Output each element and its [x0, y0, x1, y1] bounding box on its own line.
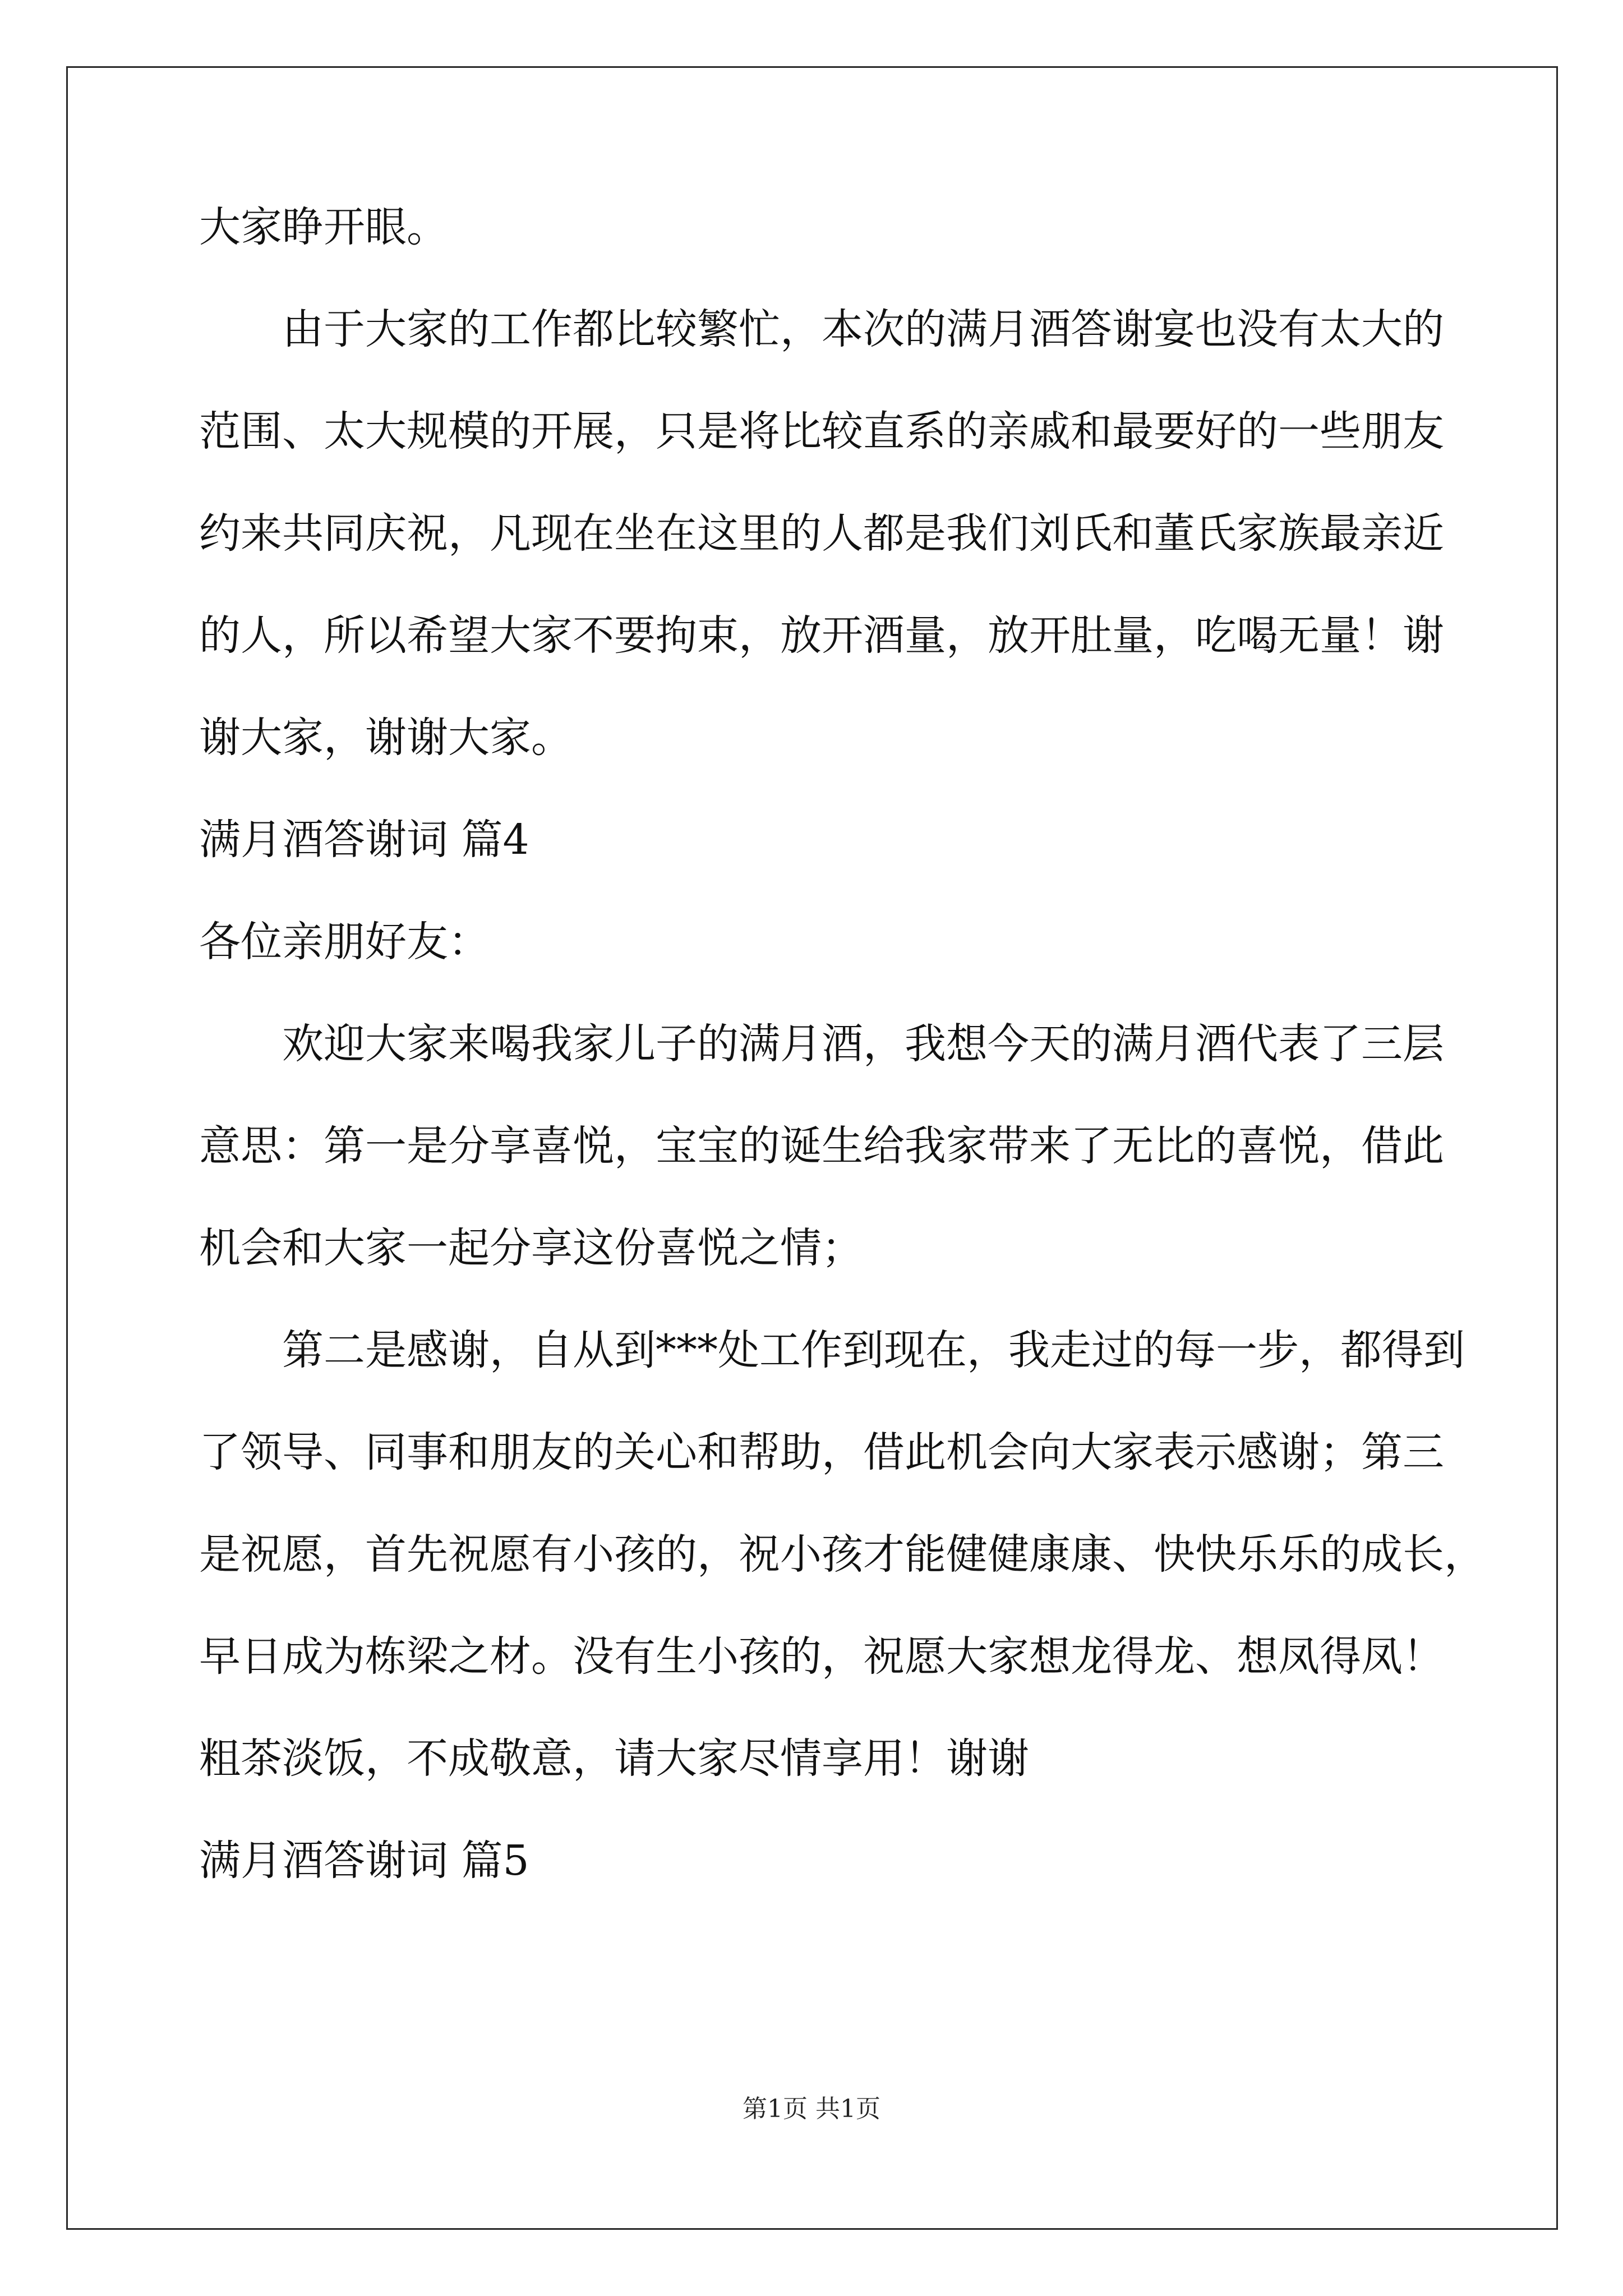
text-line: 粗茶淡饭，不成敬意，请大家尽情享用！谢谢 — [199, 1734, 1029, 1783]
text-line: 意思：第一是分享喜悦，宝宝的诞生给我家带来了无比的喜悦，借此 — [199, 1122, 1444, 1170]
text-line: 谢大家，谢谢大家。 — [199, 714, 573, 762]
text-line: 约来共同庆祝，凡现在坐在这里的人都是我们刘氏和董氏家族最亲近 — [199, 509, 1444, 558]
text-line: 早日成为栋梁之材。没有生小孩的，祝愿大家想龙得龙、想凤得凤！ — [199, 1632, 1444, 1681]
text-line: 了领导、同事和朋友的关心和帮助，借此机会向大家表示感谢；第三 — [199, 1428, 1444, 1476]
text-line: 范围、太大规模的开展，只是将比较直系的亲戚和最要好的一些朋友 — [199, 407, 1444, 455]
text-line: 机会和大家一起分享这份喜悦之情； — [199, 1224, 863, 1272]
section-heading: 满月酒答谢词 篇5 — [199, 1837, 529, 1885]
page-number-footer: 第1页 共1页 — [743, 2095, 880, 2123]
paragraph-start-line: 由于大家的工作都比较繁忙，本次的满月酒答谢宴也没有太大的 — [282, 305, 1444, 353]
text-line: 是祝愿，首先祝愿有小孩的，祝小孩才能健健康康、快快乐乐的成长， — [199, 1530, 1486, 1579]
salutation: 各位亲朋好友： — [199, 918, 490, 966]
text-line: 大家睁开眼。 — [199, 203, 448, 251]
section-heading: 满月酒答谢词 篇4 — [199, 816, 529, 864]
text-line: 的人，所以希望大家不要拘束，放开酒量，放开肚量，吃喝无量！谢 — [199, 611, 1444, 660]
paragraph-start-line: 第二是感谢，自从到***处工作到现在，我走过的每一步，都得到 — [282, 1326, 1465, 1374]
paragraph-start-line: 欢迎大家来喝我家儿子的满月酒，我想今天的满月酒代表了三层 — [282, 1020, 1444, 1068]
